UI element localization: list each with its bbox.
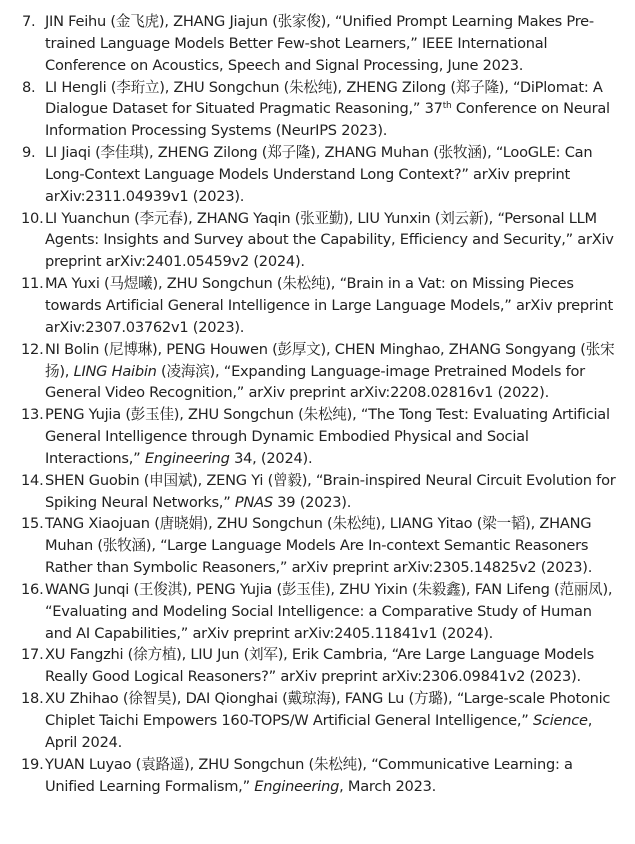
reference-number: 19. bbox=[21, 755, 44, 773]
text-run: LI Yuanchun (李元春), ZHANG Yaqin (张亚勤), LIU Yunxin (刘云新), “Personal LLM Agents: Insights and Survey about the Capability, Efficiency and Security,” arXiv preprint arXiv:2401.05459v2 (2024). bbox=[45, 209, 614, 271]
reference-item bbox=[22, 579, 622, 645]
text-run: JIN Feihu (金飞虎), ZHANG Jiajun (张家俊), “Unified Prompt Learning Makes Pre-trained Language Models Better Few-shot Learners,” IEEE International Conference on Acoustics, Speech and Signal Processing, June 2023. bbox=[45, 13, 594, 74]
reference-item bbox=[22, 273, 622, 339]
reference-number: 15. bbox=[21, 515, 44, 533]
reference-text bbox=[45, 646, 594, 685]
text-run: MA Yuxi (马煜曦), ZHU Songchun (朱松纯), “Brain in a Vat: on Missing Pieces towards Artificial General Intelligence in Large Language Models,” arXiv preprint arXiv:2307.03762v1 (2023). bbox=[45, 275, 613, 336]
reference-number: 14. bbox=[21, 471, 44, 489]
reference-number: 7. bbox=[22, 13, 36, 30]
reference-item bbox=[22, 754, 622, 798]
text-run: XU Zhihao (徐智昊), DAI Qionghai (戴琼海), FANG Lu (方璐), “Large-scale Photonic Chiplet Taichi Empowers 160-TOPS/W Artificial General Intelligence,” bbox=[45, 690, 611, 729]
reference-text bbox=[45, 472, 616, 511]
reference-text bbox=[45, 13, 594, 74]
text-run: , April 2024. bbox=[45, 712, 593, 751]
reference-text bbox=[45, 515, 592, 576]
reference-item bbox=[22, 688, 622, 754]
reference-number: 18. bbox=[21, 690, 44, 708]
reference-text bbox=[45, 690, 610, 751]
reference-text bbox=[45, 406, 610, 467]
reference-item bbox=[22, 470, 622, 514]
reference-number: 12. bbox=[21, 340, 44, 358]
reference-number: 17. bbox=[21, 646, 44, 664]
text-run: YUAN Luyao (袁路遥), ZHU Songchun (朱松纯), “Communicative Learning: a Unified Learning Formalism,” bbox=[45, 755, 573, 795]
text-run: Conference on Neural Information Processing Systems (NeurIPS 2023). bbox=[45, 100, 610, 140]
reference-text bbox=[45, 756, 573, 795]
reference-text bbox=[45, 581, 612, 642]
text-run: TANG Xiaojuan (唐晓娟), ZHU Songchun (朱松纯), LIANG Yitao (梁一韬), ZHANG Muhan (张牧涵), “Large Language Models Are In-context Semantic Reasoners Rather than Symbolic Reasoners,” arXiv preprint arXiv:2305.14825v2 (2023). bbox=[45, 515, 593, 577]
reference-item bbox=[22, 513, 622, 579]
reference-item bbox=[22, 339, 622, 405]
reference-text bbox=[45, 210, 614, 271]
reference-item bbox=[22, 644, 622, 688]
reference-list bbox=[22, 11, 622, 797]
text-run: PENG Yujia (彭玉佳), ZHU Songchun (朱松纯), “The Tong Test: Evaluating Artificial General Intelligence through Dynamic Embodied Physical and Social Interactions,” bbox=[45, 406, 610, 467]
reference-text bbox=[45, 79, 610, 140]
reference-number: 11. bbox=[21, 275, 44, 293]
text-run: (凌海滨), “Expanding Language-image Pretrained Models for General Video Recognition,” arXiv preprint arXiv:2208.02816v1 (2022). bbox=[45, 362, 585, 402]
reference-number: 9. bbox=[22, 144, 36, 162]
text-run: WANG Junqi (王俊淇), PENG Yujia (彭玉佳), ZHU Yixin (朱毅鑫), FAN Lifeng (范丽凤), “Evaluating and Modeling Social Intelligence: a Comparative Study of Human and AI Capabilities,” arXiv preprint arXiv:2405.11841v1 (2024). bbox=[45, 580, 613, 642]
italic-text: Engineering bbox=[144, 449, 230, 467]
text-run: NI Bolin (尼博琳), PENG Houwen (彭厚文), CHEN Minghao, ZHANG Songyang (张宋扬), bbox=[45, 340, 615, 380]
text-run: LI Hengli (李珩立), ZHU Songchun (朱松纯), ZHENG Zilong (郑子隆), “DiPlomat: A Dialogue Dataset for Situated Pragmatic Reasoning,” 37 bbox=[45, 78, 603, 118]
reference-number: 13. bbox=[21, 406, 44, 424]
reference-number: 16. bbox=[21, 580, 44, 598]
reference-item bbox=[22, 404, 622, 470]
text-run: LI Jiaqi (李佳琪), ZHENG Zilong (郑子隆), ZHANG Muhan (张牧涵), “LooGLE: Can Long-Context Language Models Understand Long Context?” arXiv preprint arXiv:2311.04939v1 (2023). bbox=[45, 144, 593, 205]
text-run: SHEN Guobin (申国斌), ZENG Yi (曾毅), “Brain-inspired Neural Circuit Evolution for Spiking Neural Networks,” bbox=[45, 471, 616, 511]
reference-number: 10. bbox=[21, 209, 44, 227]
text-run: 34, (2024). bbox=[229, 449, 313, 467]
reference-item bbox=[22, 142, 622, 208]
text-run: , March 2023. bbox=[339, 777, 437, 795]
reference-item bbox=[22, 11, 622, 77]
reference-text bbox=[45, 275, 613, 336]
italic-text: Engineering bbox=[254, 777, 340, 795]
italic-text: LING Haibin bbox=[73, 362, 157, 380]
reference-number: 8. bbox=[22, 78, 36, 96]
reference-text bbox=[45, 341, 614, 402]
italic-text: PNAS bbox=[234, 493, 273, 511]
ordinal-superscript: th bbox=[442, 101, 452, 112]
reference-text bbox=[45, 144, 592, 205]
reference-item bbox=[22, 77, 622, 143]
reference-item bbox=[22, 208, 622, 274]
text-run: XU Fangzhi (徐方植), LIU Jun (刘军), Erik Cambria, “Are Large Language Models Really Good Logical Reasoners?” arXiv preprint arXiv:2306.09841v2 (2023). bbox=[45, 646, 594, 686]
italic-text: Science bbox=[532, 712, 588, 729]
text-run: 39 (2023). bbox=[272, 493, 352, 511]
